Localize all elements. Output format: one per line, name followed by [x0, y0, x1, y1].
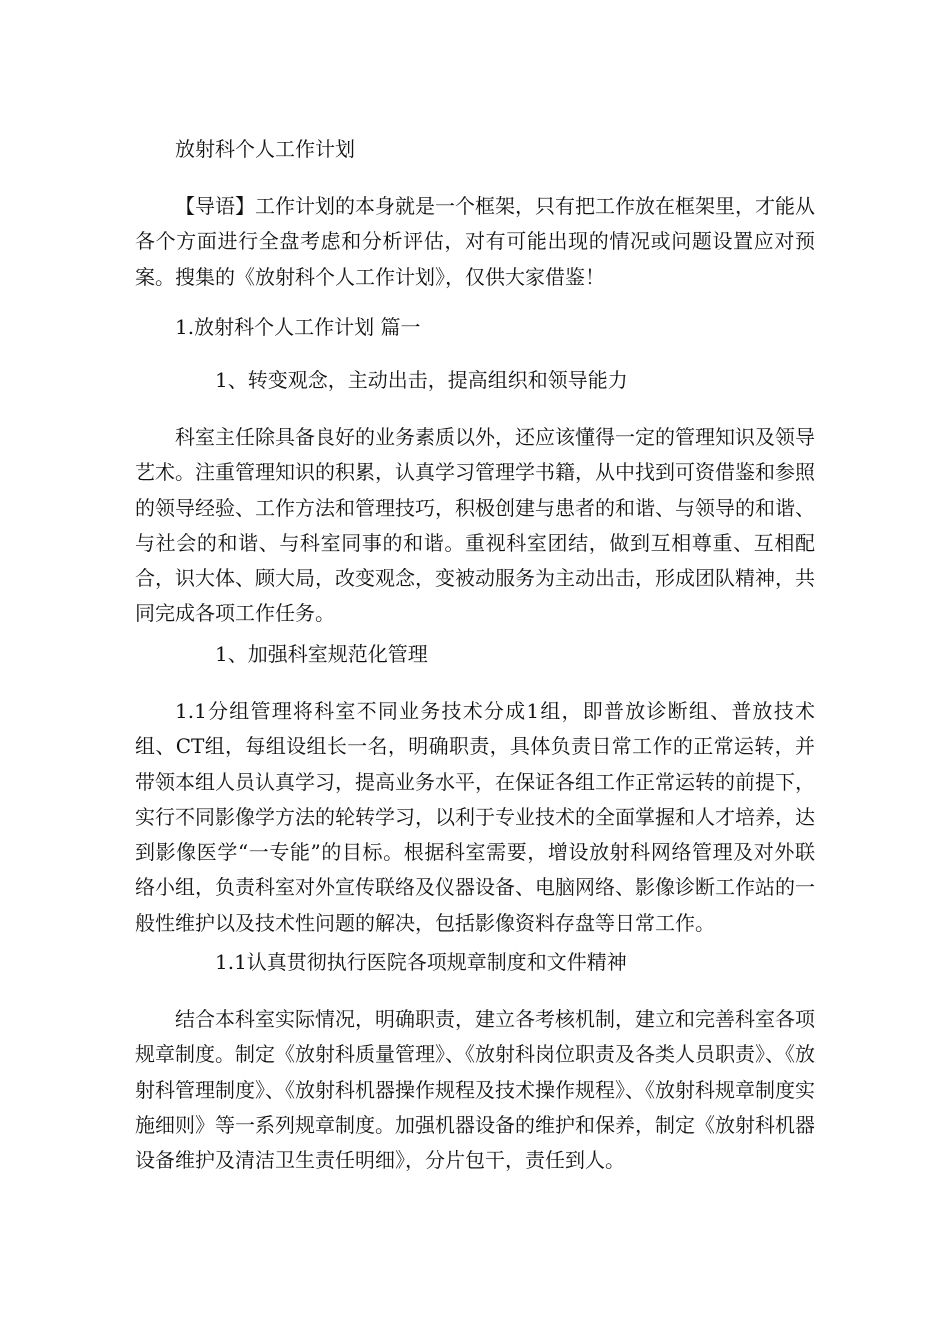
- intro-paragraph: 【导语】工作计划的本身就是一个框架，只有把工作放在框架里，才能从各个方面进行全盘考虑和分析评估，对有可能出现的情况或问题设置应对预案。搜集的《放射科个人工作计划》，仅供大家借鉴！: [135, 194, 815, 289]
- paragraph-leadership: 科室主任除具备良好的业务素质以外，还应该懂得一定的管理知识及领导艺术。注重管理知识的积累，认真学习管理学书籍，从中找到可资借鉴和参照的领导经验、工作方法和管理技巧，积极创建与患者的和谐、与领导的和谐、与社会的和谐、与科室同事的和谐。重视科室团结，做到互相尊重、互相配合，识大体、顾大局，改变观念，变被动服务为主动出击，形成团队精神，共同完成各项工作任务。: [135, 425, 815, 626]
- subheading-implement-regulations: 1.1认真贯彻执行医院各项规章制度和文件精神: [215, 950, 627, 974]
- paragraph-regulations: 结合本科室实际情况，明确职责，建立各考核机制，建立和完善科室各项规章制度。制定《放射科质量管理》、《放射科岗位职责及各类人员职责》、《放射科管理制度》、《放射科机器操作规程及技术操作规程》、《放射科规章制度实施细则》等一系列规章制度。加强机器设备的维护和保养，制定《放射科机器设备维护及清洁卫生责任明细》，分片包干，责任到人。: [135, 1007, 815, 1173]
- subheading-standardized-management: 1、加强科室规范化管理: [215, 642, 428, 666]
- document-title: 放射科个人工作计划: [175, 137, 355, 161]
- section-heading: 1.放射科个人工作计划 篇一: [175, 315, 421, 339]
- subheading-change-concept: 1、转变观念，主动出击，提高组织和领导能力: [215, 368, 628, 392]
- paragraph-group-management: 1.1分组管理将科室不同业务技术分成1组，即普放诊断组、普放技术组、CT组，每组设组长一名，明确职责，具体负责日常工作的正常运转，并带领本组人员认真学习，提高业务水平，在保证各组工作正常运转的前提下，实行不同影像学方法的轮转学习，以利于专业技术的全面掌握和人才培养，达到影像医学“一专能”的目标。根据科室需要，增设放射科网络管理及对外联络小组，负责科室对外宣传联络及仪器设备、电脑网络、影像诊断工作站的一般性维护以及技术性问题的解决，包括影像资料存盘等日常工作。: [135, 699, 815, 935]
